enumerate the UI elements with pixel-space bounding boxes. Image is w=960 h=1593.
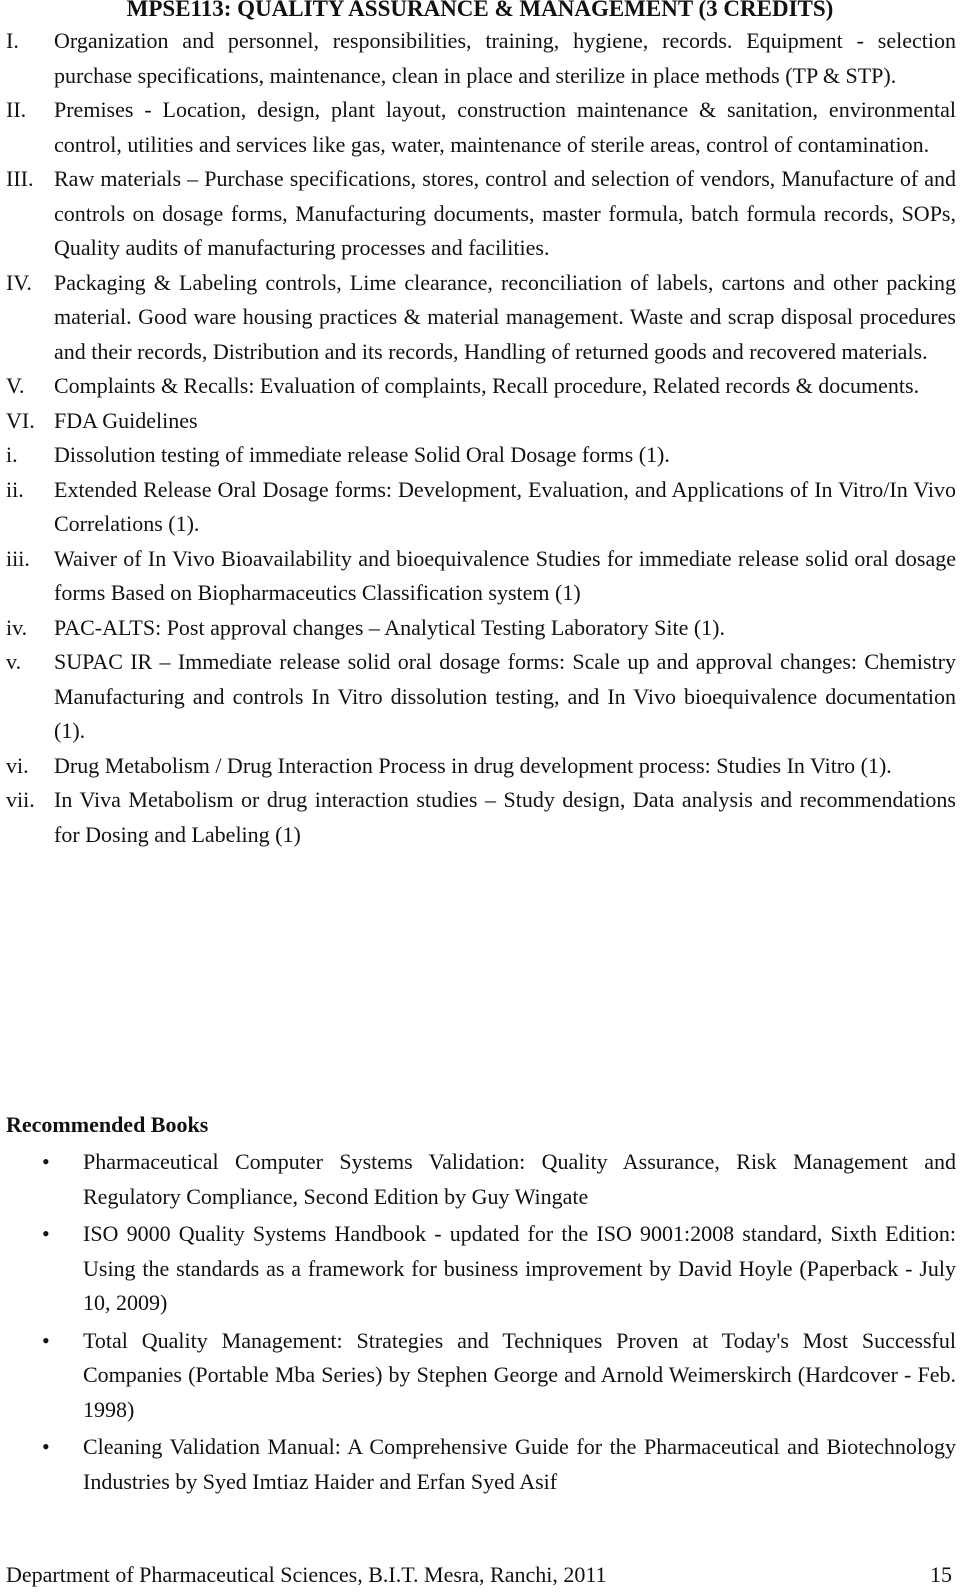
page-title: MPSE113: QUALITY ASSURANCE & MANAGEMENT (3 CREDITS) — [126, 0, 834, 21]
guideline-number: ii. — [6, 476, 24, 502]
book-text: ISO 9000 Quality Systems Handbook - updated for the ISO 9001:2008 standard, Sixth Edition: Using the standards as a framework for business improvement by David Hoyle (Paperback - July 10, 2009) — [83, 1221, 956, 1315]
guideline-number: i. — [6, 442, 18, 467]
guideline-item — [6, 473, 956, 542]
guideline-number: iv. — [6, 614, 28, 640]
unit-text: Organization and personnel, responsibilities, training, hygiene, records. Equipment - selection purchase specifications, maintenance, clean in place and sterilize in place methods (TP & STP). — [54, 28, 956, 88]
book-item — [6, 1145, 956, 1214]
guideline-number: vii. — [6, 787, 35, 812]
page-number: 15 — [930, 1562, 952, 1587]
guideline-item — [6, 542, 956, 611]
unit-item — [6, 93, 956, 162]
unit-text: Complaints & Recalls: Evaluation of complaints, Recall procedure, Related records & documents. — [54, 373, 920, 398]
unit-item — [6, 162, 956, 266]
guideline-item — [6, 438, 956, 473]
guideline-text: Dissolution testing of immediate release Solid Oral Dosage forms (1). — [54, 442, 670, 467]
guideline-text: In Viva Metabolism or drug interaction studies – Study design, Data analysis and recommendations for Dosing and Labeling (1) — [54, 787, 956, 847]
book-text: Cleaning Validation Manual: A Comprehensive Guide for the Pharmaceutical and Biotechnology Industries by Syed Imtiaz Haider and Erfan Syed Asif — [83, 1434, 956, 1494]
unit-item — [6, 404, 956, 439]
guideline-item — [6, 611, 956, 646]
guideline-text: Drug Metabolism / Drug Interaction Process in drug development process: Studies In Vitro (1). — [54, 752, 892, 778]
syllabus-units — [6, 24, 956, 852]
unit-text: Premises - Location, design, plant layout, construction maintenance & sanitation, environmental control, utilities and services like gas, water, maintenance of sterile areas, control of contamination. — [54, 97, 956, 157]
guideline-number: vi. — [6, 752, 29, 778]
book-item — [6, 1324, 956, 1428]
guideline-item — [6, 783, 956, 852]
unit-text: FDA Guidelines — [54, 407, 198, 433]
book-item — [6, 1217, 956, 1321]
recommended-books-heading: Recommended Books — [6, 1112, 209, 1137]
guideline-text: Waiver of In Vivo Bioavailability and bioequivalence Studies for immediate release solid oral dosage forms Based on Biopharmaceutics Classification system (1) — [54, 545, 956, 605]
unit-number: I. — [6, 28, 19, 53]
unit-item — [6, 369, 956, 404]
book-text: Pharmaceutical Computer Systems Validation: Quality Assurance, Risk Management and Regulatory Compliance, Second Edition by Guy Wingate — [83, 1149, 956, 1209]
bullet-icon: • — [42, 1327, 50, 1353]
bullet-icon: • — [42, 1434, 50, 1459]
unit-text: Packaging & Labeling controls, Lime clearance, reconciliation of labels, cartons and other packing material. Good ware housing practices & material management. Waste and scrap disposal procedures and their records, Distribution and its records, Handling of returned goods and recovered materials. — [54, 269, 956, 364]
guideline-text: PAC-ALTS: Post approval changes – Analytical Testing Laboratory Site (1). — [54, 614, 726, 640]
recommended-books-list — [6, 1145, 956, 1502]
guideline-text: Extended Release Oral Dosage forms: Development, Evaluation, and Applications of In Vitro/In Vivo Correlations (1). — [54, 476, 956, 536]
unit-number: III. — [6, 166, 34, 191]
guideline-text: SUPAC IR – Immediate release solid oral dosage forms: Scale up and approval changes: Chemistry Manufacturing and controls In Vitro dissolution testing, and In Vivo bioequivalence documentation (1). — [54, 649, 956, 743]
guideline-item — [6, 645, 956, 749]
unit-text: Raw materials – Purchase specifications, stores, control and selection of vendors, Manufacture of and controls on dosage forms, Manufacturing documents, master formula, batch formula records, SOPs, Quality audits of manufacturing processes and facilities. — [54, 166, 956, 260]
book-text: Total Quality Management: Strategies and Techniques Proven at Today's Most Successful Companies (Portable Mba Series) by Stephen George and Arnold Weimerskirch (Hardcover - Feb. 1998) — [83, 1327, 956, 1422]
unit-number: IV. — [6, 269, 32, 295]
book-item — [6, 1430, 956, 1499]
unit-number: V. — [6, 373, 25, 398]
bullet-icon: • — [42, 1149, 50, 1174]
footer-department: Department of Pharmaceutical Sciences, B.I.T. Mesra, Ranchi, 2011 — [6, 1562, 607, 1587]
guideline-number: v. — [6, 649, 22, 674]
unit-item — [6, 24, 956, 93]
unit-item — [6, 266, 956, 370]
guideline-item — [6, 749, 956, 784]
unit-number: VI. — [6, 407, 35, 433]
bullet-icon: • — [42, 1221, 50, 1246]
guideline-number: iii. — [6, 545, 30, 571]
unit-number: II. — [6, 97, 27, 122]
